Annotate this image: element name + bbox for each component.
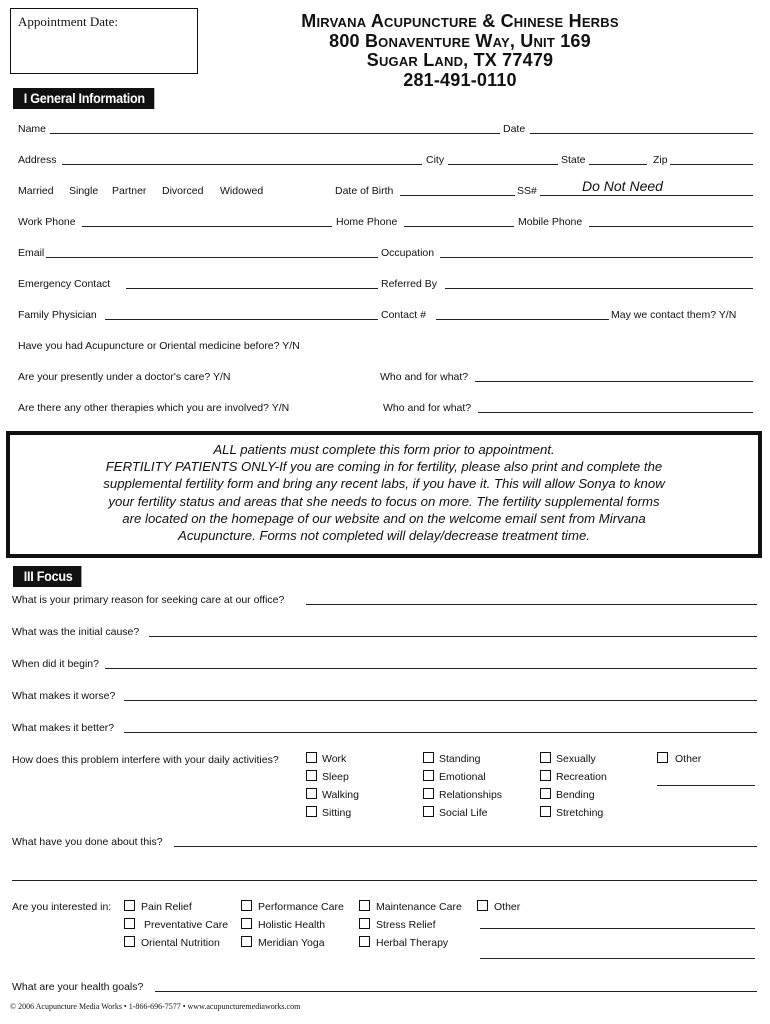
name-label: Name: [18, 123, 47, 135]
makes-worse-question: What makes it worse?: [12, 690, 116, 702]
date-field[interactable]: [530, 133, 753, 134]
activity-emotional-label: Emotional: [439, 771, 486, 783]
clinic-address-line2: Sugar Land, TX 77479: [366, 50, 554, 70]
activity-stretching-label: Stretching: [556, 807, 604, 819]
checkbox-walking[interactable]: [306, 788, 317, 799]
checkbox-holistic-health[interactable]: [241, 918, 252, 929]
home-phone-label: Home Phone: [336, 216, 398, 228]
checkbox-maintenance-care[interactable]: [359, 900, 370, 911]
notice-text: [12, 441, 756, 544]
contact-number-label: Contact #: [381, 309, 426, 321]
mobile-phone-label: Mobile Phone: [518, 216, 583, 228]
state-label: State: [561, 154, 586, 166]
activity-social-life-label: Social Life: [439, 807, 488, 819]
checkbox-oriental-nutrition[interactable]: [124, 936, 135, 947]
other-therapies-question: Are there any other therapies which you are involved? Y/N: [18, 402, 290, 414]
activity-sitting-label: Sitting: [322, 807, 352, 819]
marital-partner[interactable]: Partner: [112, 185, 147, 197]
referred-by-label: Referred By: [381, 278, 438, 290]
interest-other-field-line-2[interactable]: [480, 958, 755, 959]
email-label: Email: [18, 247, 45, 259]
address-label: Address: [18, 154, 57, 166]
activity-standing-label: Standing: [439, 753, 481, 765]
health-goals-question: What are your health goals?: [12, 981, 144, 993]
checkbox-social-life[interactable]: [423, 806, 434, 817]
checkbox-relationships[interactable]: [423, 788, 434, 799]
checkbox-standing[interactable]: [423, 752, 434, 763]
email-field[interactable]: [46, 257, 378, 258]
home-phone-field[interactable]: [404, 226, 514, 227]
city-label: City: [426, 154, 445, 166]
checkbox-pain-relief[interactable]: [124, 900, 135, 911]
address-field[interactable]: [62, 164, 422, 165]
interested-in-question: Are you interested in:: [12, 901, 112, 913]
who-and-what-label-1: Who and for what?: [380, 371, 469, 383]
work-phone-label: Work Phone: [18, 216, 76, 228]
notice-line-3: supplemental fertility form and bring any recent labs, if you have it. This will allow Sonya to know: [103, 476, 665, 492]
appointment-date-label: Appointment Date:: [18, 14, 119, 29]
checkbox-emotional[interactable]: [423, 770, 434, 781]
checkbox-stress-relief[interactable]: [359, 918, 370, 929]
notice-line-4: your fertility status and areas that she needs to focus on more. The fertility supplemental forms: [108, 493, 660, 509]
marital-single[interactable]: Single: [69, 185, 99, 197]
marital-married[interactable]: Married: [18, 185, 54, 197]
notice-line-6: Acupuncture. Forms not completed will delay/decrease treatment time.: [178, 528, 590, 544]
checkbox-stretching[interactable]: [540, 806, 551, 817]
contact-number-field[interactable]: [436, 319, 609, 320]
activity-sexually-label: Sexually: [556, 753, 596, 765]
interest-oriental-nutrition-label: Oriental Nutrition: [141, 937, 220, 949]
clinic-address-line1: 800 Bonaventure Way, Unit 169: [329, 30, 591, 51]
mobile-phone-field[interactable]: [589, 226, 753, 227]
activity-other-label: Other: [675, 753, 702, 765]
activity-work-label: Work: [322, 753, 347, 765]
doctors-care-question: Are your presently under a doctor's care? Y/N: [18, 371, 231, 383]
checkbox-performance-care[interactable]: [241, 900, 252, 911]
who-and-what-label-2: Who and for what?: [383, 402, 472, 414]
dob-field[interactable]: [400, 195, 515, 196]
notice-line-5: are located on the homepage of our website and on the welcome email sent from Mirvana: [122, 510, 646, 526]
when-begin-field[interactable]: [105, 668, 757, 669]
primary-reason-field[interactable]: [306, 604, 757, 605]
interest-stress-relief-label: Stress Relief: [376, 919, 436, 931]
checkbox-recreation[interactable]: [540, 770, 551, 781]
may-contact-label: May we contact them? Y/N: [611, 309, 737, 321]
checkbox-sleep[interactable]: [306, 770, 317, 781]
interfere-question: How does this problem interfere with your daily activities?: [12, 754, 279, 766]
emergency-contact-label: Emergency Contact: [18, 278, 111, 290]
occupation-field[interactable]: [440, 257, 753, 258]
checkbox-sexually[interactable]: [540, 752, 551, 763]
when-begin-question: When did it begin?: [12, 658, 99, 670]
clinic-header: [250, 12, 670, 90]
name-field[interactable]: [50, 133, 500, 134]
family-physician-label: Family Physician: [18, 309, 97, 321]
activity-relationships-label: Relationships: [439, 789, 503, 801]
ssn-field[interactable]: [540, 195, 753, 196]
checkbox-preventative-care[interactable]: [124, 918, 135, 929]
checkbox-bending[interactable]: [540, 788, 551, 799]
checkbox-interest-other[interactable]: [477, 900, 488, 911]
who-and-what-field-2[interactable]: [478, 412, 753, 413]
interest-pain-relief-label: Pain Relief: [141, 901, 192, 913]
checkbox-herbal-therapy[interactable]: [359, 936, 370, 947]
interest-other-label: Other: [494, 901, 521, 913]
marital-divorced[interactable]: Divorced: [162, 185, 204, 197]
occupation-label: Occupation: [381, 247, 435, 259]
checkbox-meridian-yoga[interactable]: [241, 936, 252, 947]
work-phone-field[interactable]: [82, 226, 332, 227]
checkbox-sitting[interactable]: [306, 806, 317, 817]
clinic-phone: 281-491-0110: [403, 69, 517, 90]
marital-widowed[interactable]: Widowed: [220, 185, 264, 197]
section-general-information-title: I General Information: [13, 88, 154, 109]
ssn-label: SS#: [517, 185, 537, 197]
activity-sleep-label: Sleep: [322, 771, 349, 783]
initial-cause-question: What was the initial cause?: [12, 626, 140, 638]
family-physician-field[interactable]: [105, 319, 378, 320]
interest-meridian-yoga-label: Meridian Yoga: [258, 937, 325, 949]
checkbox-work[interactable]: [306, 752, 317, 763]
acupuncture-before-question: Have you had Acupuncture or Oriental medicine before? Y/N: [18, 340, 300, 352]
zip-field[interactable]: [670, 164, 753, 165]
interest-preventative-care-label: Preventative Care: [144, 919, 229, 931]
checkbox-activity-other[interactable]: [657, 752, 668, 763]
interest-herbal-therapy-label: Herbal Therapy: [376, 937, 449, 949]
notice-line-1: ALL patients must complete this form prior to appointment.: [213, 442, 555, 457]
interest-performance-care-label: Performance Care: [258, 901, 344, 913]
dob-label: Date of Birth: [335, 185, 394, 197]
footer-copyright: © 2006 Acupuncture Media Works • 1-866-696-7577 • www.acupuncturemediaworks.com: [10, 1002, 301, 1011]
interest-other-field-line-1[interactable]: [480, 928, 755, 929]
referred-by-field[interactable]: [445, 288, 753, 289]
interest-maintenance-care-label: Maintenance Care: [376, 901, 462, 913]
initial-cause-field[interactable]: [149, 636, 757, 637]
done-about-question: What have you done about this?: [12, 836, 163, 848]
primary-reason-question: What is your primary reason for seeking care at our office?: [12, 594, 285, 606]
clinic-name: Mirvana Acupuncture & Chinese Herbs: [301, 11, 619, 31]
state-field[interactable]: [589, 164, 647, 165]
activity-recreation-label: Recreation: [556, 771, 607, 783]
interest-holistic-health-label: Holistic Health: [258, 919, 326, 931]
activity-walking-label: Walking: [322, 789, 359, 801]
ssn-handwritten-value: Do Not Need: [582, 178, 663, 194]
health-goals-field[interactable]: [155, 991, 757, 992]
done-about-field[interactable]: [174, 846, 757, 847]
makes-better-field[interactable]: [124, 732, 757, 733]
emergency-contact-field[interactable]: [126, 288, 378, 289]
done-about-field-line-2[interactable]: [12, 880, 757, 881]
city-field[interactable]: [448, 164, 558, 165]
activity-other-field[interactable]: [657, 785, 755, 786]
date-label: Date: [503, 123, 526, 135]
zip-label: Zip: [653, 154, 668, 166]
activity-bending-label: Bending: [556, 789, 595, 801]
section-focus-title: III Focus: [13, 566, 81, 587]
who-and-what-field-1[interactable]: [475, 381, 753, 382]
makes-better-question: What makes it better?: [12, 722, 115, 734]
makes-worse-field[interactable]: [124, 700, 757, 701]
notice-line-2: FERTILITY PATIENTS ONLY-If you are coming in for fertility, please also print and complete the: [105, 459, 663, 475]
